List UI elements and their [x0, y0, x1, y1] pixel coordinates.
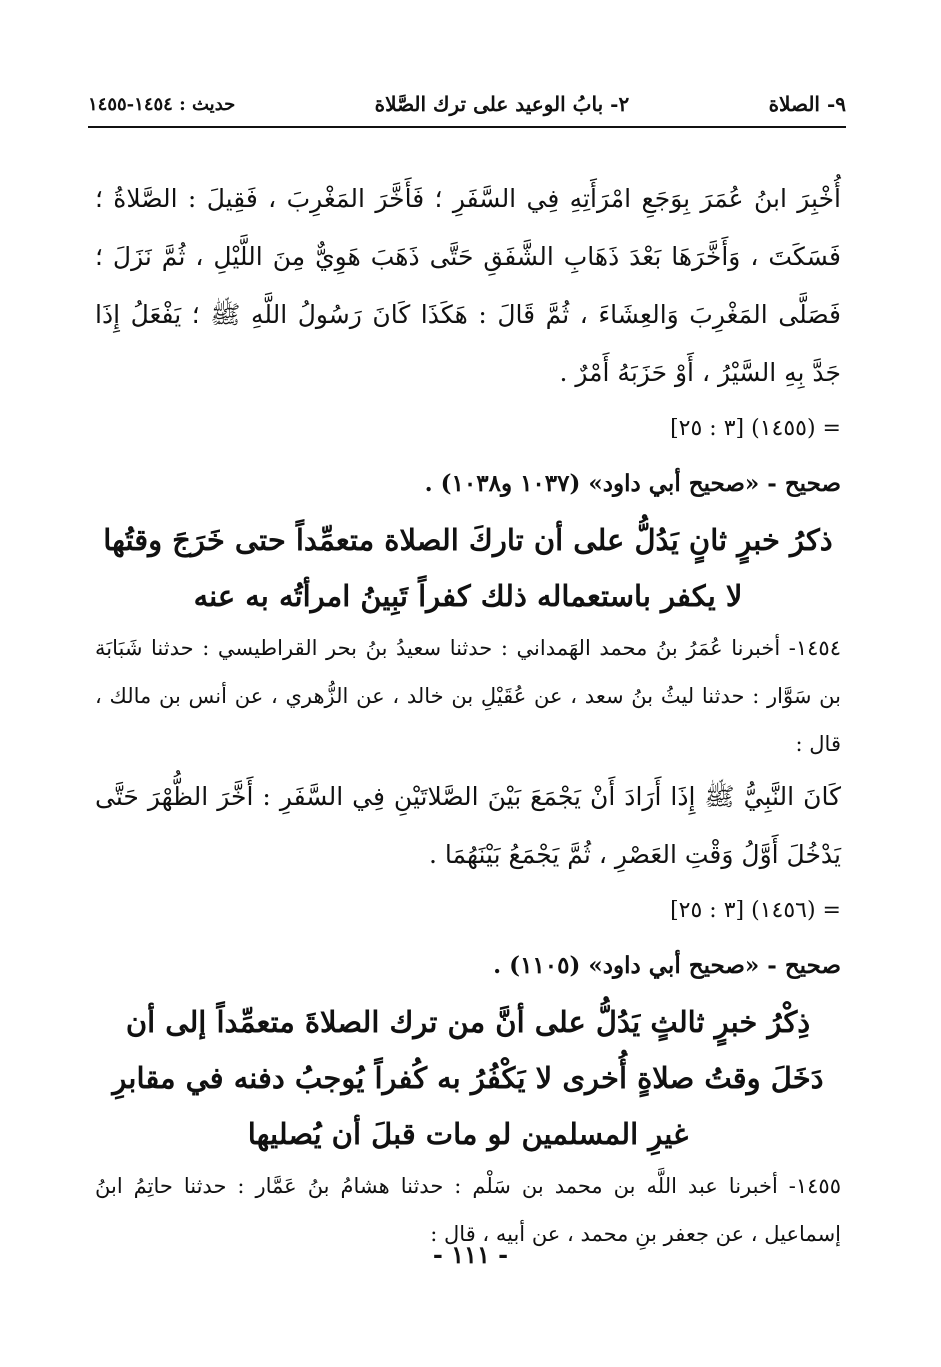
section-heading: ذكرُ خبرٍ ثانٍ يَدُلُّ على أن تاركَ الصلاة متعمِّداً حتى خَرَجَ وقتُها لا يكفر باستعماله ذلك كفراً تَبِينُ امرأتُه به عنه [103, 523, 833, 613]
cross-reference: = (١٤٥٦) [٣ : ٢٥] [670, 898, 841, 923]
matn-1454: كَانَ النَّبِيُّ ﷺ إِذَا أَرَادَ أَنْ يَجْمَعَ بَيْنَ الصَّلاتَيْنِ فِي السَّفَرِ : أَخَّرَ الظُّهْرَ حَتَّى يَدْخُلَ أَوَّلُ وَقْتِ العَصْرِ ، ثُمَّ يَجْمَعُ بَيْنَهُمَا . [95, 782, 841, 869]
hadith-grade: صحيح - «صحيح أبي داود» (١٠٣٧ و١٠٣٨) . [424, 470, 841, 497]
section-heading: ذِكْرُ خبرٍ ثالثٍ يَدُلُّ على أنَّ من ترك الصلاةَ متعمِّداً إلى أن دَخَلَ وقتُ صلاةٍ أُخرى لا يَكْفُرُ به كُفراً يُوجبُ دفنه في مقابرِ غيرِ المسلمين لو مات قبلَ أن يُصليها [112, 1005, 824, 1151]
cross-reference: = (١٤٥٥) [٣ : ٢٥] [670, 416, 841, 441]
chapter-title: ٩- الصلاة [768, 92, 846, 116]
page-number: - ١١١ - [432, 1240, 509, 1269]
matn-previous-hadith: أُخْبِرَ ابنُ عُمَرَ بِوَجَعِ امْرَأَتِهِ فِي السَّفَرِ ؛ فَأَخَّرَ المَغْرِبَ ، فَقِيلَ : الصَّلاةُ ؛ فَسَكَتَ ، وَأَخَّرَهَا بَعْدَ ذَهَابِ الشَّفَقِ حَتَّى ذَهَبَ هَوِيٌّ مِنَ اللَّيْلِ ، ثُمَّ نَزَلَ ؛ فَصَلَّى المَغْرِبَ وَالعِشَاءَ ، ثُمَّ قَالَ : هَكَذَا كَانَ رَسُولُ اللَّهِ ﷺ ؛ يَفْعَلُ إِذَا جَدَّ بِهِ السَّيْرُ ، أَوْ حَزَبَهُ أَمْرٌ . [95, 184, 841, 387]
running-header [88, 82, 846, 128]
isnad-1455: ١٤٥٥- أخبرنا عبد اللَّه بن محمد بن سَلْم : حدثنا هشامُ بنُ عَمَّار : حدثنا حاتِمُ ابنُ إسماعيل ، عن جعفر بنِ محمد ، عن أبيه ، قال : [95, 1174, 841, 1246]
section-title: ٢- بابُ الوعيد على ترك الصَّلاة [374, 92, 630, 116]
isnad-1454: ١٤٥٤- أخبرنا عُمَرُ بنُ محمد الهَمداني : حدثنا سعيدُ بنُ بحر القراطيسي : حدثنا شَبَابَة بن سَوَّار : حدثنا ليثُ بنُ سعد ، عن عُقَيْلِ بن خالد ، عن الزُّهري ، عن أنس بن مالك ، قال : [95, 636, 841, 756]
hadith-range: حديث : ١٤٥٤-١٤٥٥ [88, 93, 236, 115]
page-body [95, 170, 841, 1258]
hadith-grade: صحيح - «صحيح أبي داود» (١١٠٥) . [493, 952, 841, 979]
